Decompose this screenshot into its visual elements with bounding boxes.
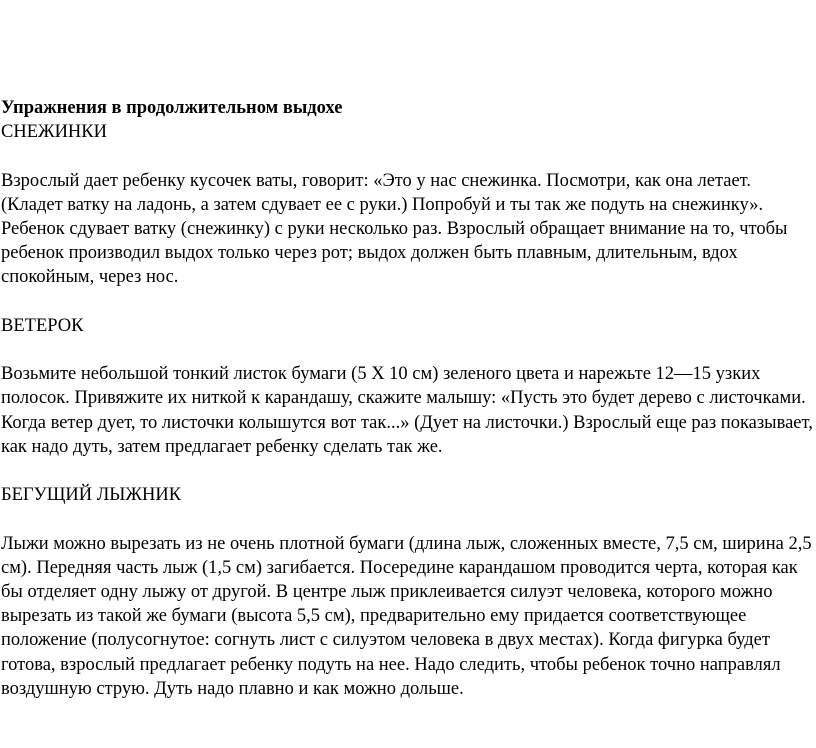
document-page: [1, 96, 815, 701]
section-body-snowflakes: Взрослый дает ребенку кусочек ваты, говорит: «Это у нас снежинка. Посмотри, как она летает. (Кладет ватку на ладонь, а затем сдувает ее с руки.) Попробуй и ты так же подуть на снежинку». Ребенок сдувает ватку (снежинку) с руки несколько раз. Взрослый обращает внимание на то, чтобы ребенок производил выдох только через рот; выдох должен быть плавным, длительным, вдох спокойным, через нос.: [1, 170, 788, 288]
paragraph-spacer: [1, 144, 815, 168]
section-heading-snowflakes: СНЕЖИНКИ: [1, 122, 107, 143]
section-heading-skier: БЕГУЩИЙ ЛЫЖНИК: [1, 485, 182, 506]
paragraph-spacer: [1, 290, 815, 314]
section-body-skier: Лыжи можно вырезать из не очень плотной бумаги (длина лыж, сложенных вместе, 7,5 см, ширина 2,5 см). Передняя часть лыж (1,5 см) загибается. Посередине карандашом проводится черта, которая как бы отделяет одну лыжу от другой. В центре лыж приклеивается силуэт человека, которого можно вырезать из такой же бумаги (высота 5,5 см), предварительно ему придается соответствующее положение (полусогнутое: согнуть лист с силуэтом человека в двух местах). Когда фигурка будет готова, взрослый предлагает ребенку подуть на нее. Надо следить, чтобы ребенок точно направлял воздушную струю. Дуть надо плавно и как можно дольше.: [1, 533, 812, 699]
section-heading-breeze: ВЕТЕРОК: [1, 315, 84, 336]
section-body-breeze: Возьмите небольшой тонкий листок бумаги (5 X 10 см) зеленого цвета и нарежьте 12—15 узких полосок. Привяжите их ниткой к карандашу, скажите малышу: «Пусть это будет дерево с листочками. Когда ветер дует, то листочки колышутся вот так...» (Дует на листочки.) Взрослый еще раз показывает, как надо дуть, затем предлагает ребенку сделать так же.: [1, 364, 813, 457]
paragraph-spacer: [1, 459, 815, 483]
paragraph-spacer: [1, 338, 815, 362]
document-title: Упражнения в продолжительном выдохе: [1, 98, 343, 118]
paragraph-spacer: [1, 507, 815, 531]
